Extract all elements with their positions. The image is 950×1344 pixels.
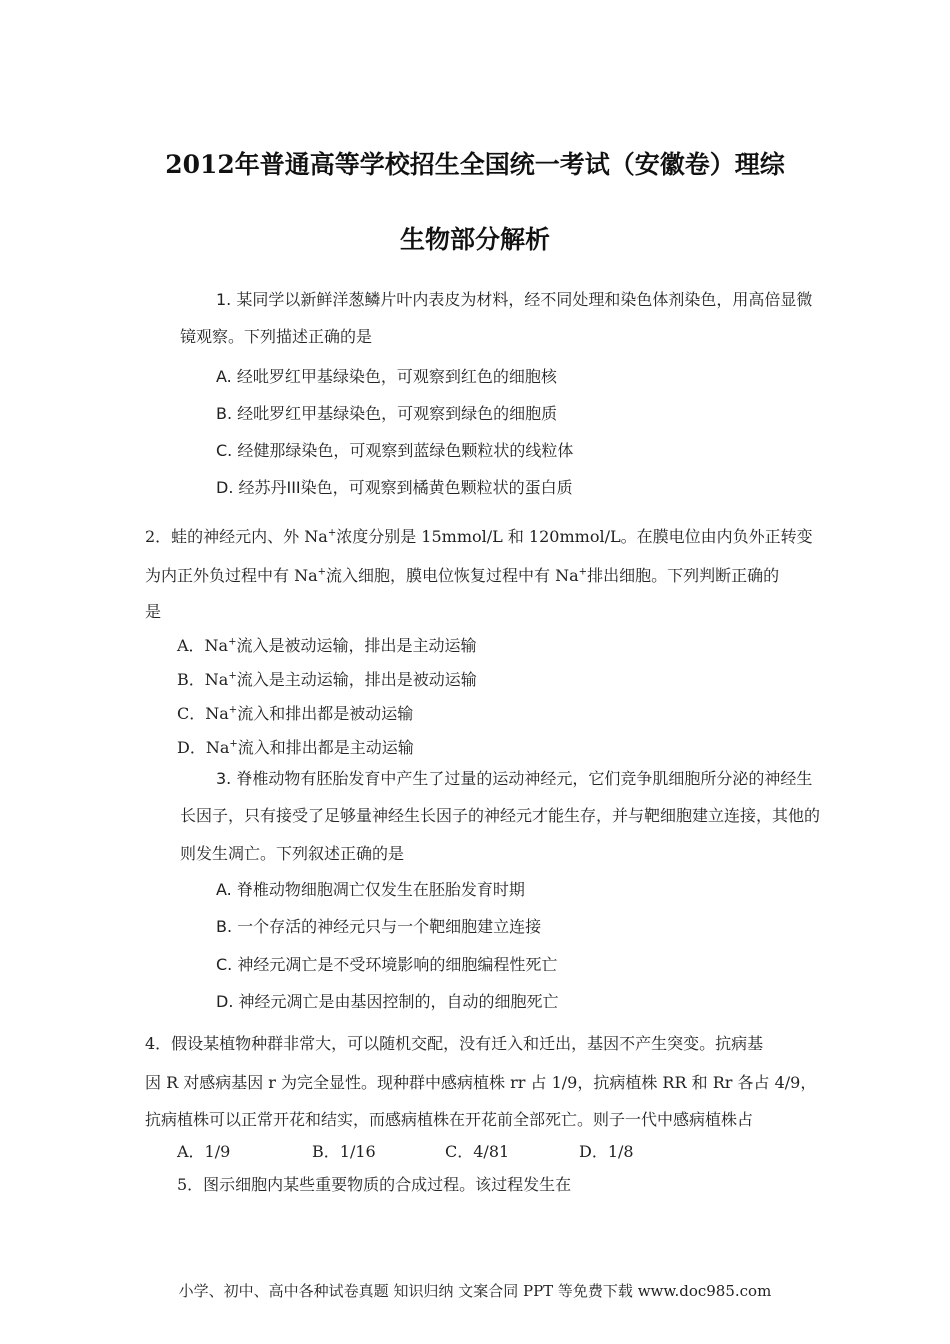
q2-option-c bbox=[177, 701, 413, 724]
q4-option-a: A．1/9 bbox=[177, 1142, 231, 1161]
q2-option-b bbox=[177, 667, 477, 690]
q1-option-c: C. 经健那绿染色，可观察到蓝绿色颗粒状的线粒体 bbox=[216, 441, 574, 460]
q3-option-a: A. 脊椎动物细胞凋亡仅发生在胚胎发育时期 bbox=[216, 880, 525, 899]
q3-option-b: B. 一个存活的神经元只与一个靶细胞建立连接 bbox=[216, 917, 542, 936]
q1-option-a: A. 经吡罗红甲基绿染色，可观察到红色的细胞核 bbox=[216, 367, 557, 386]
q4-stem-line1: 4．假设某植物种群非常大，可以随机交配，没有迁入和迁出，基因不产生突变。抗病基 bbox=[145, 1034, 764, 1053]
q2-stem-line1 bbox=[145, 524, 813, 547]
q2-option-c-prefix: C．Na bbox=[177, 704, 229, 723]
q2-stem-line1-a: 2．蛙的神经元内、外 Na bbox=[145, 527, 328, 546]
q2-option-c-text: 流入和排出都是被动运输 bbox=[237, 704, 414, 723]
q4-option-c: C．4/81 bbox=[445, 1142, 510, 1161]
document-title-line1: 2012年普通高等学校招生全国统一考试（安徽卷）理综 bbox=[165, 150, 785, 179]
q1-stem-line1: 1. 某同学以新鲜洋葱鳞片叶内表皮为材料，经不同处理和染色体剂染色，用高倍显微 bbox=[216, 290, 813, 309]
q1-option-d: D. 经苏丹III染色，可观察到橘黄色颗粒状的蛋白质 bbox=[216, 478, 573, 497]
q1-option-b: B. 经吡罗红甲基绿染色，可观察到绿色的细胞质 bbox=[216, 404, 558, 423]
q2-option-a-prefix: A．Na bbox=[177, 636, 229, 655]
q3-option-c: C. 神经元凋亡是不受环境影响的细胞编程性死亡 bbox=[216, 955, 558, 974]
q2-stem-line2 bbox=[145, 563, 779, 586]
q3-stem-line3: 则发生凋亡。下列叙述正确的是 bbox=[180, 844, 405, 863]
superscript-plus: + bbox=[228, 670, 237, 682]
q4-stem-line2: 因 R 对感病基因 r 为完全显性。现种群中感病植株 rr 占 1/9，抗病植株 RR 和 Rr 各占 4/9， bbox=[145, 1073, 817, 1092]
q2-option-a bbox=[177, 633, 477, 656]
superscript-plus: + bbox=[578, 566, 588, 578]
q2-stem-line2-b: 流入细胞，膜电位恢复过程中有 Na bbox=[326, 566, 579, 585]
q3-stem-line1: 3. 脊椎动物有胚胎发育中产生了过量的运动神经元，它们竞争肌细胞所分泌的神经生 bbox=[216, 769, 813, 788]
q2-option-b-prefix: B．Na bbox=[177, 670, 229, 689]
q3-stem-line2: 长因子，只有接受了足够量神经生长因子的神经元才能生存，并与靶细胞建立连接，其他的 bbox=[180, 806, 821, 825]
q3-option-d: D. 神经元凋亡是由基因控制的，自动的细胞死亡 bbox=[216, 992, 559, 1011]
q1-stem-line2: 镜观察。下列描述正确的是 bbox=[180, 327, 373, 346]
q2-stem-line3: 是 bbox=[145, 602, 162, 621]
q2-stem-line2-c: 排出细胞。下列判断正确的 bbox=[587, 566, 780, 585]
page-footer: 小学、初中、高中各种试卷真题 知识归纳 文案合同 PPT 等免费下载 www.doc985.com bbox=[178, 1282, 772, 1300]
q2-option-d-text: 流入和排出都是主动运输 bbox=[237, 738, 414, 757]
superscript-plus: + bbox=[229, 738, 238, 750]
superscript-plus: + bbox=[228, 704, 238, 716]
q2-stem-line1-b: 浓度分别是 15mmol/L 和 120mmol/L。在膜电位由内负外正转变 bbox=[336, 527, 813, 546]
q2-option-b-text: 流入是主动运输，排出是被动运输 bbox=[236, 670, 477, 689]
superscript-plus: + bbox=[228, 636, 237, 648]
q2-option-d bbox=[177, 735, 414, 758]
document-title-line2: 生物部分解析 bbox=[399, 225, 550, 254]
q4-option-d: D．1/8 bbox=[579, 1142, 634, 1161]
q4-stem-line3: 抗病植株可以正常开花和结实，而感病植株在开花前全部死亡。则子一代中感病植株占 bbox=[145, 1110, 754, 1129]
q2-option-a-text: 流入是被动运输，排出是主动运输 bbox=[236, 636, 477, 655]
q2-option-d-prefix: D．Na bbox=[177, 738, 230, 757]
superscript-plus: + bbox=[317, 566, 327, 578]
q5-stem-line1: 5．图示细胞内某些重要物质的合成过程。该过程发生在 bbox=[177, 1175, 572, 1194]
superscript-plus: + bbox=[327, 527, 337, 539]
q2-stem-line2-a: 为内正外负过程中有 Na bbox=[145, 566, 318, 585]
q4-option-b: B．1/16 bbox=[312, 1142, 376, 1161]
